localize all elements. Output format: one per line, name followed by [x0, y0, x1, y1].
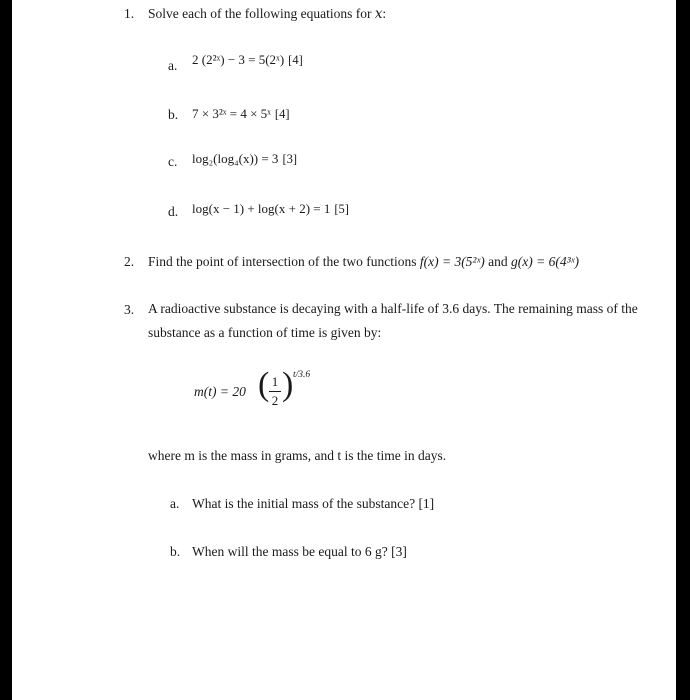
q1d-equation-text: log(x − 1) + log(x + 2) = 1	[192, 201, 331, 216]
q2-prompt: Find the point of intersection of the two functions	[148, 254, 417, 269]
q1a-equation-text: 2 (2²ˣ) − 3 = 5(2ˣ)	[192, 52, 285, 67]
question-2-text	[148, 254, 579, 270]
q1-part-d-label: d.	[168, 204, 179, 219]
question-2-number: 2.	[124, 254, 135, 269]
fraction-bar	[269, 391, 281, 392]
fraction-denominator: 2	[271, 393, 279, 408]
q1-part-b-label: b.	[168, 107, 179, 122]
q1d-marks: [5]	[334, 202, 349, 216]
formula-lhs: m(t) = 20	[194, 384, 246, 399]
q3-part-a-label: a.	[170, 496, 180, 511]
document-page	[12, 0, 676, 700]
q2-function-f: f(x) = 3(5²ˣ)	[419, 254, 485, 269]
q1-part-c-equation	[192, 151, 297, 167]
left-border	[0, 0, 12, 700]
q1-part-b-equation	[192, 106, 290, 122]
q1b-equation-text: 7 × 3²ˣ = 4 × 5ˣ	[192, 106, 271, 121]
q1-part-d-equation	[192, 201, 349, 217]
formula-exponent: t/3.6	[293, 370, 311, 380]
question-3-text: A radioactive substance is decaying with a half-life of 3.6 days. The remaining mass of the substance as a function of time is given by:	[148, 301, 638, 340]
q1b-marks: [4]	[274, 107, 290, 121]
right-paren: )	[282, 366, 294, 403]
q3-part-b-label: b.	[170, 544, 181, 559]
q1-part-c-label: c.	[168, 154, 178, 169]
q1c-marks: [3]	[282, 152, 298, 166]
right-border	[676, 0, 690, 700]
q1-part-a-equation	[192, 52, 303, 68]
q3-part-a-text: What is the initial mass of the substance? [1]	[192, 496, 435, 511]
question-3-number: 3.	[124, 302, 135, 317]
q2-joiner: and	[488, 254, 508, 269]
q1-part-a-label: a.	[168, 58, 178, 73]
q3-part-b-text: When will the mass be equal to 6 g? [3]	[192, 544, 407, 559]
left-paren: (	[258, 366, 270, 403]
q1a-marks: [4]	[288, 53, 303, 67]
question-3-where: where m is the mass in grams, and t is the time in days.	[148, 448, 447, 463]
question-1-prompt: Solve each of the following equations for 𝑥:	[148, 6, 387, 21]
fraction-numerator: 1	[271, 374, 279, 389]
q1c-equation-text: log₂(log₄(x)) = 3	[192, 151, 279, 166]
q2-function-g: g(x) = 6(4³ˣ)	[511, 254, 579, 269]
question-1-number: 1.	[124, 6, 135, 21]
